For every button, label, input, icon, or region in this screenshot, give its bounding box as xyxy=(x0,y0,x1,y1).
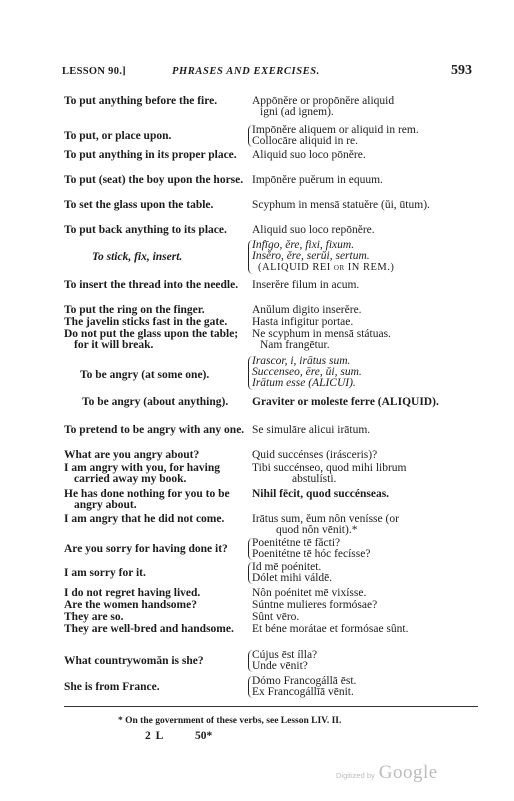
lesson-label: LESSON 90.] xyxy=(62,66,126,77)
latin-line: Dólet mihi váldē. xyxy=(252,572,333,584)
english-phrase: To be angry (about anything). xyxy=(82,396,229,408)
english-phrase: Do not put the glass upon the table; for it will break. xyxy=(64,328,239,351)
latin-phrase: Aliquid suo loco repōnĕre. xyxy=(252,224,375,236)
english-phrase: To put (seat) the boy upon the horse. xyxy=(64,174,244,186)
english-phrase: I am angry that he did not come. xyxy=(64,513,225,525)
latin-phrase: Graviter or moleste ferre (ALIQUID). xyxy=(252,396,439,408)
english-phrase: To put the ring on the finger. xyxy=(64,304,205,316)
signature-number: 50* xyxy=(195,730,213,742)
latin-phrase: Anŭlum digito inserĕre. xyxy=(252,304,362,316)
latin-phrase: Súntne mulieres formósae? xyxy=(252,599,378,611)
latin-phrase xyxy=(252,356,478,389)
latin-line: Appōnĕre or propōnĕre aliquid xyxy=(252,95,395,107)
english-phrase: To put anything before the fire. xyxy=(64,95,218,107)
latin-phrase: Sûnt vēro. xyxy=(252,611,300,623)
english-phrase: To stick, fix, insert. xyxy=(92,251,183,263)
latin-line: Irātus sum, ĕum nôn venísse (or xyxy=(252,513,399,525)
latin-line: Irātum esse (ALICUI). xyxy=(252,377,356,389)
signature-mark: 2 L xyxy=(145,730,165,742)
latin-phrase xyxy=(252,329,478,351)
latin-line: abstulísti. xyxy=(292,473,337,485)
latin-phrase xyxy=(252,125,478,147)
english-phrase: What are you angry about? xyxy=(64,449,200,461)
english-phrase: To put, or place upon. xyxy=(64,130,172,142)
english-phrase: To set the glass upon the table. xyxy=(64,199,214,211)
latin-phrase: Nôn poénitet mē vixísse. xyxy=(252,587,367,599)
english-phrase: Are the women handsome? xyxy=(64,599,197,611)
footnote: * On the government of these verbs, see Lesson LIV. II. xyxy=(118,716,342,726)
english-phrase: To put anything in its proper place. xyxy=(64,149,237,161)
page-number: 593 xyxy=(451,63,472,78)
latin-line: Irascor, i, irātus sum. xyxy=(252,355,351,367)
english-phrase: The javelin sticks fast in the gate. xyxy=(64,316,228,328)
latin-phrase: Hasta infigitur portae. xyxy=(252,316,354,328)
latin-phrase: Et béne morátae et formósae sûnt. xyxy=(252,623,409,635)
latin-line: Infīgo, ĕre, fixi, fixum. xyxy=(252,239,355,251)
english-phrase: They are well-bred and handsome. xyxy=(64,623,234,635)
digitized-watermark xyxy=(336,762,438,784)
english-phrase: She is from France. xyxy=(64,681,160,693)
latin-phrase xyxy=(252,463,478,485)
latin-phrase xyxy=(252,514,478,536)
watermark-brand: Google xyxy=(378,762,438,783)
header-title: PHRASES AND EXERCISES. xyxy=(172,66,320,77)
latin-phrase: Scyphum in mensā statuĕre (ŭi, ūtum). xyxy=(252,199,430,211)
latin-line: Nam frangētur. xyxy=(260,339,330,351)
english-phrase-text: To be angry (at some one). xyxy=(80,369,210,381)
latin-line: igni (ad ignem). xyxy=(260,106,334,118)
english-phrase xyxy=(80,370,258,381)
latin-line: Impōnĕre aliquem or aliquid in rem. xyxy=(252,124,419,136)
latin-line: Poenitétne tē făcti? xyxy=(252,537,341,549)
english-phrase: What countrywomăn is she? xyxy=(64,655,204,667)
latin-phrase: Aliquid suo loco pōnĕre. xyxy=(252,149,366,161)
english-phrase: I am sorry for it. xyxy=(64,567,146,579)
latin-line: Ne scyphum in mensā státuas. xyxy=(252,328,391,340)
latin-line: Id mē poénitet. xyxy=(252,561,322,573)
latin-line: (ALIQUID REI or IN REM.) xyxy=(258,262,395,273)
latin-line: Unde vēnit? xyxy=(252,660,308,672)
latin-line: quod nôn vēnit).* xyxy=(276,524,358,536)
english-phrase: I do not regret having lived. xyxy=(64,587,201,599)
latin-phrase xyxy=(252,240,478,273)
running-header xyxy=(62,63,472,82)
footnote-rule xyxy=(64,706,478,707)
latin-line: Cújus ēst ílla? xyxy=(252,649,318,661)
latin-line: Tibi succénseo, quod mihi librum xyxy=(252,462,407,474)
latin-phrase xyxy=(252,538,478,560)
english-phrase: Are you sorry for having done it? xyxy=(64,543,228,555)
english-phrase: They are so. xyxy=(64,611,124,623)
latin-line: Poenitétne tē hóc fecísse? xyxy=(252,548,371,560)
latin-phrase xyxy=(252,650,478,672)
latin-phrase: Nihil fēcit, quod succénseas. xyxy=(252,488,390,500)
latin-line: Dómo Francogállā ēst. xyxy=(252,675,357,687)
latin-phrase: Inserĕre filum in acum. xyxy=(252,279,360,291)
latin-line: Insĕro, ĕre, serŭi, sertum. xyxy=(252,250,370,262)
latin-line: Ex Francogállīā vēnit. xyxy=(252,686,354,698)
latin-line: Succenseo, ēre, ŭi, sum. xyxy=(252,366,362,378)
latin-line: Collocāre aliquid in re. xyxy=(252,135,359,147)
watermark-prefix: Digitized by xyxy=(336,771,375,780)
latin-phrase: Impōnĕre puĕrum in equum. xyxy=(252,174,383,186)
latin-phrase xyxy=(252,96,478,118)
latin-phrase xyxy=(252,562,478,584)
latin-phrase: Quid succénses (irásceris)? xyxy=(252,449,378,461)
english-phrase: To put back anything to its place. xyxy=(64,224,227,236)
english-phrase: He has done nothing for you to be angry about. xyxy=(64,488,230,511)
english-phrase: To pretend to be angry with any one. xyxy=(64,424,245,436)
latin-phrase: Se simulāre alicui irātum. xyxy=(252,424,371,436)
latin-phrase xyxy=(252,676,478,698)
english-phrase: I am angry with you, for having carried away my book. xyxy=(64,462,221,485)
english-phrase: To insert the thread into the needle. xyxy=(64,279,239,291)
